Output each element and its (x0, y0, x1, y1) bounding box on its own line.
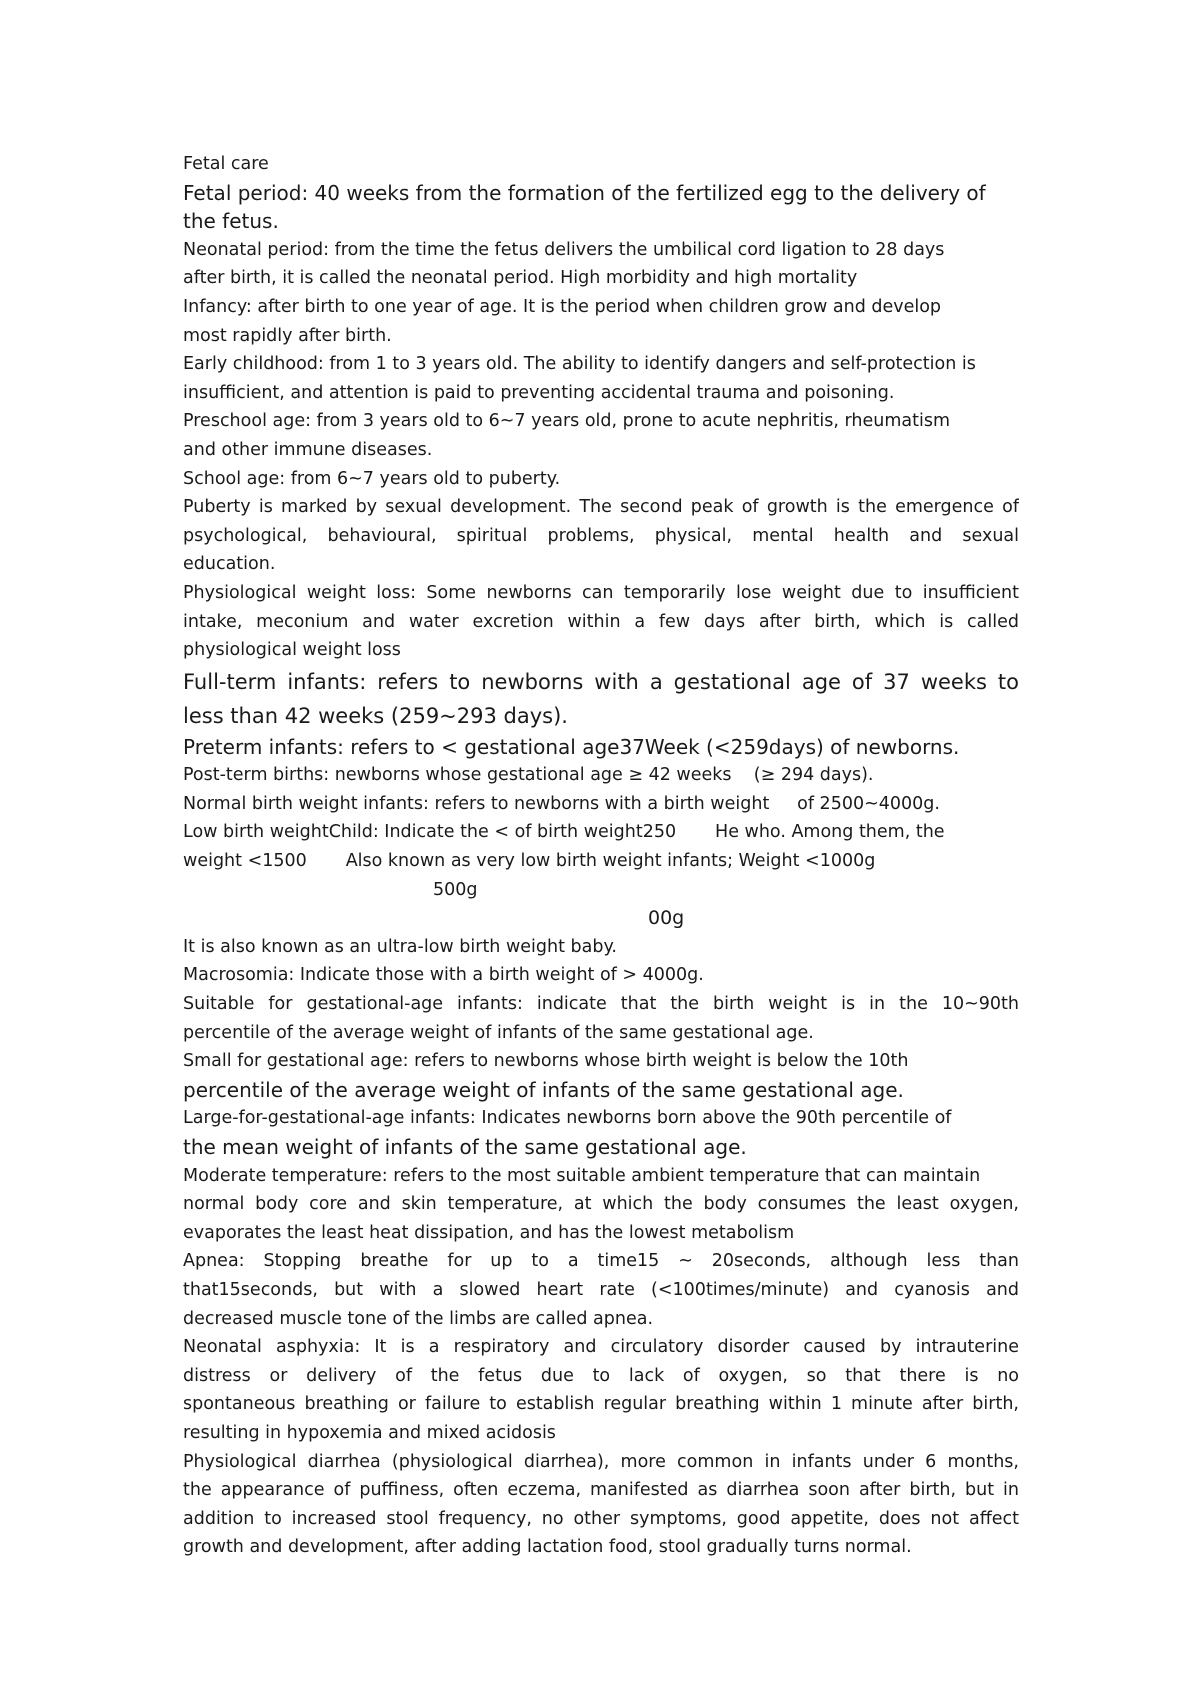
text-line: physiological weight loss (183, 640, 401, 661)
text-line: Neonatal period: from the time the fetus delivers the umbilical cord ligation to 28 days (183, 239, 945, 260)
text-line: Low birth weightChild: Indicate the < of birth weight250 He who. Among them, the (183, 822, 945, 843)
text-line: Post-term births: newborns whose gestational age ≥ 42 weeks (≥ 294 days). (183, 765, 874, 786)
text-line: spontaneous breathing or failure to establish regular breathing within 1 minute after birth, (183, 1394, 1019, 1415)
text-line: Neonatal asphyxia: It is a respiratory and circulatory disorder caused by intrauterine (183, 1337, 1019, 1358)
text-line: percentile of the average weight of infants of the same gestational age. (183, 1022, 814, 1043)
text-line: that15seconds, but with a slowed heart rate (<100times/minute) and cyanosis and (183, 1279, 1019, 1300)
text-line: evaporates the least heat dissipation, and has the lowest metabolism (183, 1222, 795, 1243)
text-line: Apnea: Stopping breathe for up to a time15 ~ 20seconds, although less than (183, 1251, 1019, 1272)
text-line: Small for gestational age: refers to newborns whose birth weight is below the 10th (183, 1051, 909, 1072)
text-line: psychological, behavioural, spiritual problems, physical, mental health and sexual (183, 525, 1019, 546)
text-line: the fetus. (183, 209, 279, 234)
text-line: weight <1500 Also known as very low birth weight infants; Weight <1000g (183, 851, 876, 872)
text-line: Full-term infants: refers to newborns with a gestational age of 37 weeks to (183, 669, 1019, 694)
text-line: 500g (433, 879, 478, 900)
document-page (183, 150, 1019, 1562)
text-line: normal body core and skin temperature, at which the body consumes the least oxygen, (183, 1194, 1019, 1215)
text-line: Fetal period: 40 weeks from the formation of the fertilized egg to the delivery of (183, 180, 986, 205)
text-line: Preterm infants: refers to < gestational age37Week (<259days) of newborns. (183, 734, 960, 759)
text-line: Early childhood: from 1 to 3 years old. The ability to identify dangers and self-protection is (183, 354, 976, 375)
text-line: education. (183, 554, 276, 575)
text-line: Macrosomia: Indicate those with a birth weight of > 4000g. (183, 965, 704, 986)
text-line: Normal birth weight infants: refers to newborns with a birth weight of 2500~4000g. (183, 793, 940, 814)
text-line: intake, meconium and water excretion within a few days after birth, which is called (183, 611, 1019, 632)
text-line: Large-for-gestational-age infants: Indicates newborns born above the 90th percentile of (183, 1108, 952, 1129)
text-line: the appearance of puffiness, often eczema, manifested as diarrhea soon after birth, but in (183, 1480, 1019, 1501)
text-line: Physiological weight loss: Some newborns can temporarily lose weight due to insufficient (183, 582, 1019, 603)
text-line: most rapidly after birth. (183, 325, 392, 346)
document-title: Fetal care (183, 154, 269, 174)
text-line: percentile of the average weight of infants of the same gestational age. (183, 1077, 904, 1102)
text-line: growth and development, after adding lactation food, stool gradually turns normal. (183, 1537, 912, 1558)
text-line: distress or delivery of the fetus due to lack of oxygen, so that there is no (183, 1365, 1019, 1386)
text-line: and other immune diseases. (183, 439, 433, 460)
text-line: after birth, it is called the neonatal period. High morbidity and high mortality (183, 268, 858, 289)
text-line: Infancy: after birth to one year of age. It is the period when children grow and develop (183, 296, 942, 317)
text-line: the mean weight of infants of the same gestational age. (183, 1135, 747, 1159)
text-line: less than 42 weeks (259~293 days). (183, 703, 568, 728)
text-line: resulting in hypoxemia and mixed acidosis (183, 1422, 556, 1443)
text-line: School age: from 6~7 years old to puberty. (183, 468, 561, 489)
text-line: Physiological diarrhea (physiological diarrhea), more common in infants under 6 months, (183, 1451, 1019, 1472)
text-line: Preschool age: from 3 years old to 6~7 years old, prone to acute nephritis, rheumatism (183, 411, 951, 432)
text-line: 00g (648, 907, 685, 930)
text-line: It is also known as an ultra-low birth weight baby. (183, 936, 617, 957)
text-line: Suitable for gestational-age infants: indicate that the birth weight is in the 10~90th (183, 994, 1019, 1015)
text-line: insufficient, and attention is paid to preventing accidental trauma and poisoning. (183, 382, 895, 403)
text-line: addition to increased stool frequency, no other symptoms, good appetite, does not affect (183, 1508, 1019, 1529)
text-line: Moderate temperature: refers to the most suitable ambient temperature that can maintain (183, 1165, 981, 1186)
text-line: Puberty is marked by sexual development. The second peak of growth is the emergence of (183, 497, 1019, 518)
text-line: decreased muscle tone of the limbs are called apnea. (183, 1308, 654, 1329)
